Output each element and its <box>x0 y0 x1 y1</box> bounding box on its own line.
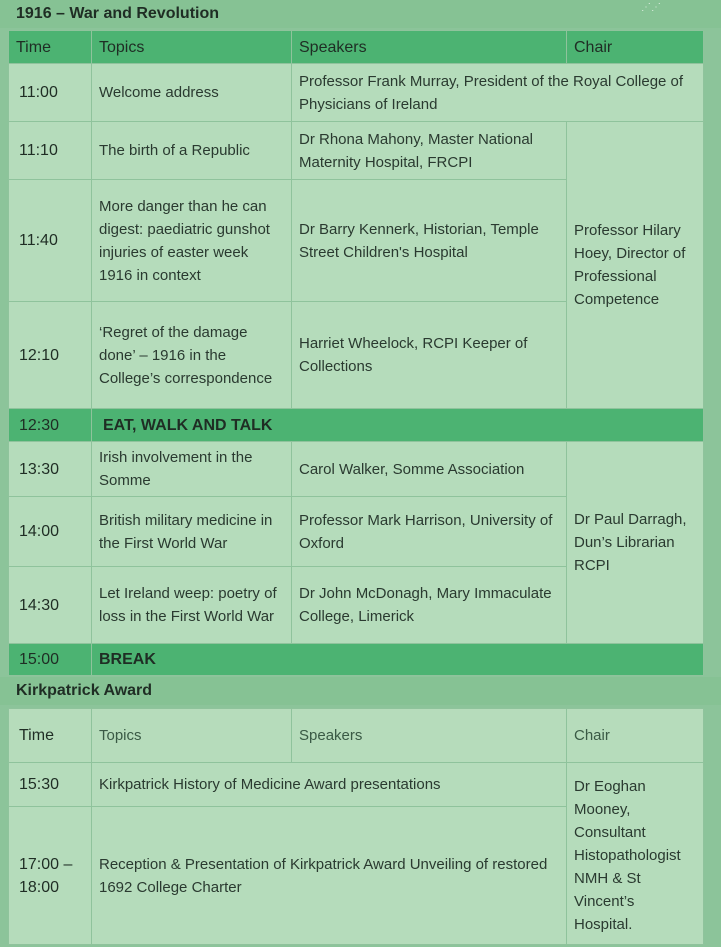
row-time: 11:10 <box>9 122 92 180</box>
table-header-row <box>9 31 704 64</box>
section-title-war-revolution: 1916 – War and Revolution <box>0 0 721 28</box>
table-row <box>9 64 704 122</box>
header-time: Time <box>9 709 92 763</box>
row-topic: Welcome address <box>92 64 292 122</box>
row-speaker: Dr John McDonagh, Mary Immaculate College, Limerick <box>292 567 567 644</box>
schedule-table-1 <box>8 30 704 676</box>
lunch-label: EAT, WALK AND TALK <box>92 409 704 442</box>
chair-afternoon: Dr Paul Darragh, Dun’s Librarian RCPI <box>567 442 704 644</box>
sparkle-decoration: ⋰⋰ <box>641 2 661 13</box>
row-topic: More danger than he can digest: paediatric gunshot injuries of easter week 1916 in context <box>92 180 292 302</box>
row-topic: ‘Regret of the damage done’ – 1916 in the College’s correspondence <box>92 302 292 409</box>
break-label: BREAK <box>92 644 704 676</box>
row-topic: Irish involvement in the Somme <box>92 442 292 497</box>
row-speaker: Professor Mark Harrison, University of Oxford <box>292 497 567 567</box>
lunch-row <box>9 409 704 442</box>
table-row <box>9 122 704 180</box>
row-topic: Let Ireland weep: poetry of loss in the First World War <box>92 567 292 644</box>
table-row <box>9 442 704 497</box>
row-speaker: Dr Barry Kennerk, Historian, Temple Street Children's Hospital <box>292 180 567 302</box>
header-speakers: Speakers <box>292 31 567 64</box>
schedule-table-2 <box>8 708 704 945</box>
row-topic: The birth of a Republic <box>92 122 292 180</box>
header-speakers: Speakers <box>292 709 567 763</box>
header-chair: Chair <box>567 31 704 64</box>
row-speaker: Professor Frank Murray, President of the Royal College of Physicians of Ireland <box>292 64 704 122</box>
header-topics: Topics <box>92 709 292 763</box>
chair-kirkpatrick: Dr Eoghan Mooney, Consultant Histopathologist NMH & St Vincent’s Hospital. <box>567 763 704 945</box>
header-chair: Chair <box>567 709 704 763</box>
break-time: 15:00 <box>9 644 92 676</box>
row-topic: Kirkpatrick History of Medicine Award presentations <box>92 763 567 807</box>
row-time: 11:40 <box>9 180 92 302</box>
header-topics: Topics <box>92 31 292 64</box>
row-time: 14:30 <box>9 567 92 644</box>
row-time: 11:00 <box>9 64 92 122</box>
row-time: 12:10 <box>9 302 92 409</box>
lunch-time: 12:30 <box>9 409 92 442</box>
row-speaker: Dr Rhona Mahony, Master National Maternity Hospital, FRCPI <box>292 122 567 180</box>
row-topic: Reception & Presentation of Kirkpatrick Award Unveiling of restored 1692 College Charter <box>92 807 567 945</box>
row-topic: British military medicine in the First World War <box>92 497 292 567</box>
row-time: 17:00 – 18:00 <box>9 807 92 945</box>
table-row <box>9 763 704 807</box>
row-speaker: Carol Walker, Somme Association <box>292 442 567 497</box>
row-time: 13:30 <box>9 442 92 497</box>
table-header-row <box>9 709 704 763</box>
break-row <box>9 644 704 676</box>
row-time: 15:30 <box>9 763 92 807</box>
section-title-kirkpatrick: Kirkpatrick Award <box>0 677 721 705</box>
chair-morning: Professor Hilary Hoey, Director of Professional Competence <box>567 122 704 409</box>
row-time: 14:00 <box>9 497 92 567</box>
header-time: Time <box>9 31 92 64</box>
row-speaker: Harriet Wheelock, RCPI Keeper of Collections <box>292 302 567 409</box>
